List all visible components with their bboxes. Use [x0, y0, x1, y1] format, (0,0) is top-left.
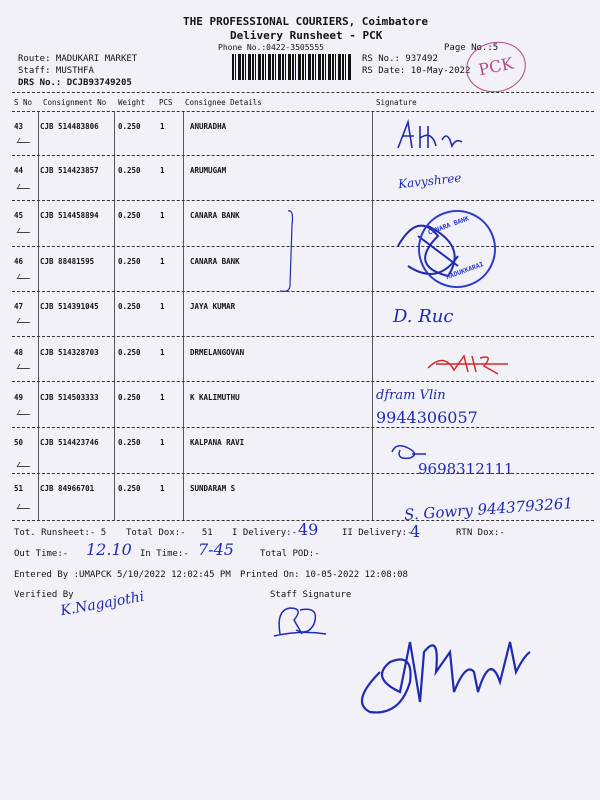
- column-line: [183, 112, 184, 520]
- column-line: [38, 112, 39, 520]
- ii-delivery-label: II Delivery:-: [342, 528, 413, 538]
- row-consignee: K KALIMUTHU: [190, 393, 240, 402]
- row-consignment: CJB 514483806: [40, 122, 99, 131]
- row-pcs: 1: [160, 166, 165, 175]
- check-mark: [17, 462, 33, 467]
- row-pcs: 1: [160, 393, 165, 402]
- col-pcs: PCS: [159, 98, 173, 107]
- check-mark: [17, 274, 33, 279]
- row-pcs: 1: [160, 122, 165, 131]
- signature-43: [390, 118, 480, 154]
- row-consignment: CJB 514458894: [40, 211, 99, 220]
- divider: [12, 155, 594, 156]
- signature-47: D. Ruc: [393, 306, 454, 327]
- divider: [12, 111, 594, 112]
- total-runsheet-value: 5: [100, 528, 107, 538]
- total-pod-label: Total POD:-: [260, 549, 320, 559]
- total-dox: [126, 528, 213, 538]
- row-consignee: ARUMUGAM: [190, 166, 227, 175]
- column-line: [372, 112, 373, 520]
- col-weight: Weight: [118, 98, 146, 107]
- row-weight: 0.250: [118, 166, 141, 175]
- in-time-label: In Time:-: [140, 549, 189, 559]
- company-title: THE PROFESSIONAL COURIERS, Coimbatore: [183, 15, 429, 28]
- i-delivery-value: 49: [298, 520, 319, 539]
- col-signature: Signature: [376, 98, 417, 107]
- divider: [12, 200, 594, 201]
- printed-on: Printed On: 10-05-2022 12:08:08: [240, 570, 408, 580]
- row-weight: 0.250: [118, 211, 141, 220]
- row-sno: 43: [14, 122, 24, 131]
- row-pcs: 1: [160, 302, 165, 311]
- phone-number: Phone No.:0422-3505555: [218, 43, 324, 52]
- row-consignment: CJB 88481595: [40, 257, 95, 266]
- divider: [12, 336, 594, 337]
- pck-stamp-text: PCK: [476, 53, 515, 80]
- row-consignment: CJB 514423746: [40, 438, 99, 447]
- check-mark: [17, 504, 33, 509]
- row-consignment: CJB 514328703: [40, 348, 99, 357]
- row-weight: 0.250: [118, 257, 141, 266]
- rs-number: RS No.: 937492: [362, 54, 438, 64]
- divider: [12, 427, 594, 428]
- column-line: [114, 112, 115, 520]
- row-sno: 47: [14, 302, 24, 311]
- row-consignee: DRMELANGOVAN: [190, 348, 245, 357]
- check-mark: [17, 228, 33, 233]
- row-weight: 0.250: [118, 438, 141, 447]
- row-sno: 50: [14, 438, 24, 447]
- signature-44: Kavyshree: [397, 170, 463, 192]
- row-sno: 46: [14, 257, 24, 266]
- col-consignee: Consignee Details: [185, 98, 262, 107]
- row-sno: 48: [14, 348, 24, 357]
- bracket-mark: [270, 205, 300, 300]
- row-sno: 44: [14, 166, 24, 175]
- route: Route: MADUKARI MARKET: [18, 54, 138, 64]
- row-sno: 49: [14, 393, 24, 402]
- signature-50-mark: [386, 440, 430, 462]
- col-consignment: Consignment No: [43, 98, 107, 107]
- signature-50-phone: 9698312111: [418, 460, 514, 478]
- row-weight: 0.250: [118, 122, 141, 131]
- total-dox-value: 51: [201, 528, 213, 538]
- row-pcs: 1: [160, 211, 165, 220]
- divider: [12, 291, 594, 292]
- check-mark: [17, 410, 33, 415]
- check-mark: [17, 138, 33, 143]
- row-consignment: CJB 514391045: [40, 302, 99, 311]
- row-consignee: ANURADHA: [190, 122, 227, 131]
- rtn-dox-label: RTN Dox:-: [456, 528, 505, 538]
- signature-51: S. Gowry 9443793261: [403, 494, 574, 524]
- row-consignee: SUNDARAM S: [190, 484, 236, 493]
- row-consignment: CJB 514503333: [40, 393, 99, 402]
- barcode-image: [232, 54, 352, 80]
- signature-49-phone: 9944306057: [376, 408, 478, 427]
- row-weight: 0.250: [118, 302, 141, 311]
- row-weight: 0.250: [118, 348, 141, 357]
- out-time-value: 12.10: [86, 540, 132, 559]
- page-number: Page No.:5: [444, 43, 499, 53]
- row-consignee: CANARA BANK: [190, 211, 240, 220]
- ii-delivery-value: 4: [410, 522, 421, 541]
- row-sno: 45: [14, 211, 24, 220]
- verified-by-label: Verified By: [14, 590, 74, 600]
- row-consignee: KALPANA RAVI: [190, 438, 245, 447]
- row-pcs: 1: [160, 257, 165, 266]
- row-pcs: 1: [160, 484, 165, 493]
- divider: [12, 92, 594, 93]
- col-sno: S No: [14, 98, 33, 107]
- signature-48: [424, 350, 514, 378]
- total-dox-label: Total Dox:-: [126, 528, 186, 538]
- signature-49-name: dfram Vlin: [376, 388, 446, 403]
- i-delivery-label: I Delivery:-: [232, 528, 298, 538]
- row-consignee: JAYA KUMAR: [190, 302, 236, 311]
- staff: Staff: MUSTHFA: [18, 66, 94, 76]
- total-runsheet: [14, 528, 106, 538]
- check-mark: [17, 318, 33, 323]
- manager-signature: [340, 612, 540, 724]
- row-pcs: 1: [160, 438, 165, 447]
- row-weight: 0.250: [118, 393, 141, 402]
- verified-by-signature: K.Nagajothi: [59, 588, 146, 620]
- check-mark: [17, 364, 33, 369]
- bank-stamp-branch: MADUKKARAI: [445, 260, 485, 282]
- row-consignment: CJB 84966701: [40, 484, 95, 493]
- sheet-title: Delivery Runsheet - PCK: [230, 29, 383, 42]
- in-time-value: 7-45: [198, 540, 234, 559]
- entered-by: Entered By :UMAPCK 5/10/2022 12:02:45 PM: [14, 570, 231, 580]
- divider: [12, 381, 594, 382]
- rs-date: RS Date: 10-May-2022: [362, 66, 471, 76]
- drs-number: DRS No.: DCJB93749205: [18, 78, 132, 88]
- row-consignee: CANARA BANK: [190, 257, 240, 266]
- row-weight: 0.250: [118, 484, 141, 493]
- bank-stamp-name: CANARA BANK: [426, 214, 471, 237]
- total-runsheet-label: Tot. Runsheet:-: [14, 528, 96, 538]
- staff-signature-label: Staff Signature: [270, 590, 352, 600]
- row-pcs: 1: [160, 348, 165, 357]
- check-mark: [17, 184, 33, 189]
- row-consignment: CJB 514423857: [40, 166, 99, 175]
- out-time-label: Out Time:-: [14, 549, 69, 559]
- staff-signature: [270, 600, 330, 642]
- row-sno: 51: [14, 484, 24, 493]
